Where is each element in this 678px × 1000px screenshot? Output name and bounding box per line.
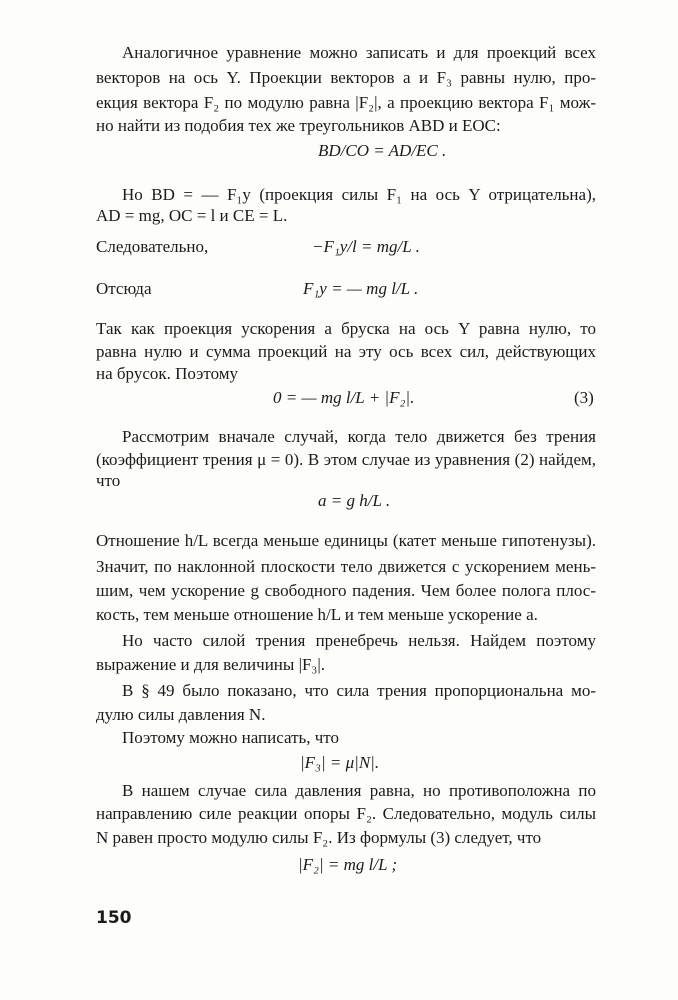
formula-f2: |F₂| = mg l/L ; — [298, 855, 398, 874]
formula-eq3: 0 = — mg l/L + |F₂|. — [273, 388, 415, 407]
text-line: AD = mg, OC = l и CE = L. — [96, 206, 288, 225]
text-line: Рассмотрим вначале случай, когда тело движется без трения — [122, 427, 596, 446]
text-line: дулю силы давления N. — [96, 705, 266, 724]
text-line: но найти из подобия тех же треугольников ABD и EOC: — [96, 116, 501, 135]
text-line: Отношение h/L всегда меньше единицы (катет меньше гипотенузы). — [96, 531, 596, 550]
text-line: В нашем случае сила давления равна, но противоположна по — [122, 781, 596, 800]
formula-accel: a = g h/L . — [318, 491, 391, 510]
label-hence: Отсюда — [96, 279, 152, 298]
text-line: В § 49 было показано, что сила трения пропорциональна мо- — [122, 681, 596, 700]
equation-number: (3) — [574, 388, 594, 407]
formula-f1y: F₁y = — mg l/L . — [303, 279, 419, 298]
text-line: кость, тем меньше отношение h/L и тем меньше ускорение a. — [96, 605, 538, 624]
formula-friction: |F₃| = μ|N|. — [300, 753, 380, 772]
text-line: Но часто силой трения пренебречь нельзя. Найдем поэтому — [122, 631, 596, 650]
text-line: Так как проекция ускорения a бруска на ось Y равна нулю, то — [96, 319, 596, 338]
text-line: направлению силе реакции опоры F₂. Следовательно, модуль силы — [96, 804, 596, 823]
text-line: Аналогичное уравнение можно записать и для проекций всех — [122, 43, 596, 62]
text-line: Но BD = — F₁y (проекция силы F₁ на ось Y отрицательна), — [122, 185, 596, 204]
formula-ratio: BD/CO = AD/EC . — [318, 141, 447, 160]
text-line: векторов на ось Y. Проекции векторов a и F₃ равны нулю, про- — [96, 68, 596, 87]
text-line: выражение и для величины |F₃|. — [96, 655, 326, 674]
text-line: екция вектора F₂ по модулю равна |F₂|, а проекцию вектора F₁ мож- — [96, 93, 596, 112]
text-line: Поэтому можно написать, что — [122, 728, 340, 747]
page-number: 150 — [96, 908, 132, 928]
text-line: равна нулю и сумма проекций на эту ось всех сил, действующих — [96, 342, 596, 361]
label-consequently: Следовательно, — [96, 237, 209, 256]
text-line: N равен просто модулю силы F₂. Из формулы (3) следует, что — [96, 828, 542, 847]
text-line: на брусок. Поэтому — [96, 364, 239, 383]
text-line: (коэффициент трения μ = 0). В этом случае из уравнения (2) найдем, — [96, 450, 596, 469]
formula-ratio2: −F₁y/l = mg/L . — [312, 237, 420, 256]
text-line: что — [96, 471, 121, 490]
text-line: Значит, по наклонной плоскости тело движется с ускорением мень- — [96, 557, 596, 576]
text-line: шим, чем ускорение g свободного падения. Чем более полога плос- — [96, 581, 596, 600]
